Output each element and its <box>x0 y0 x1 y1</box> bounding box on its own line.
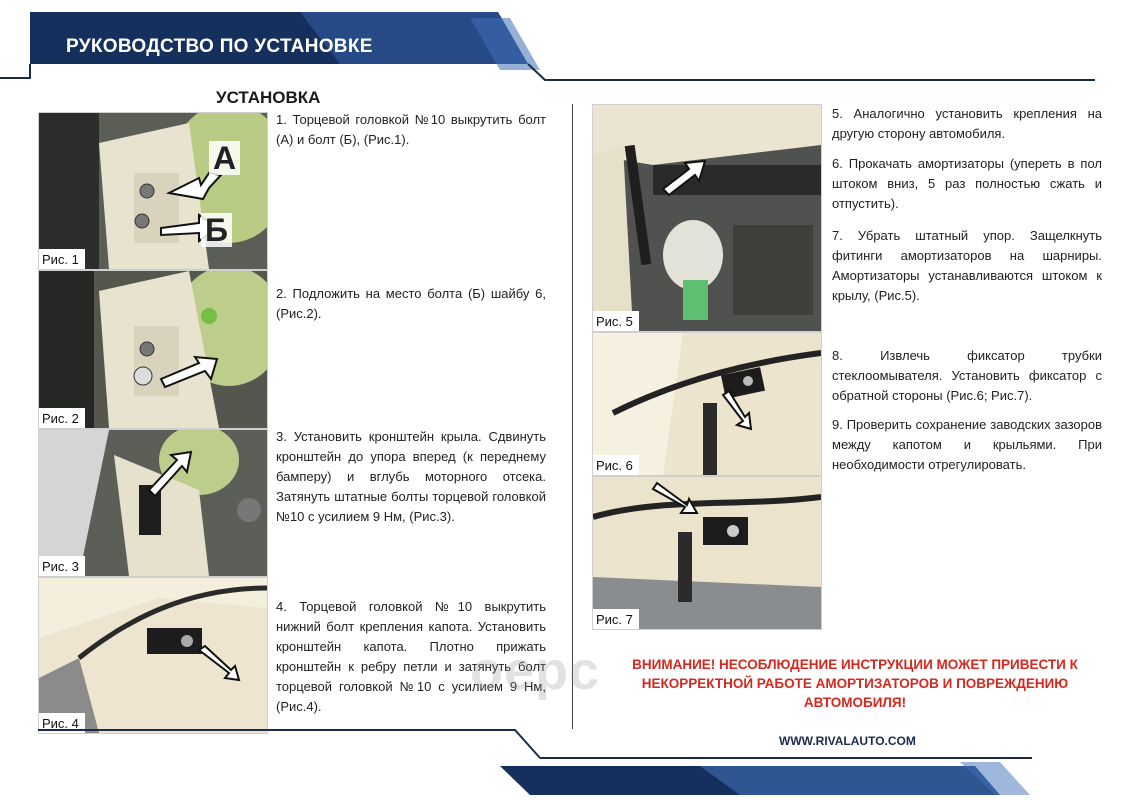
figure-1-caption: Рис. 1 <box>39 249 85 269</box>
step-6: 6. Прокачать амортизаторы (упереть в пол штоком вниз, 5 раз полностью сжать и отпустить). <box>832 156 1102 211</box>
figure-6-caption: Рис. 6 <box>593 455 639 475</box>
page-header-title: РУКОВОДСТВО ПО УСТАНОВКЕ <box>66 36 373 57</box>
figure-1-label-b: Б <box>201 213 232 247</box>
figure-4-caption: Рис. 4 <box>39 713 85 733</box>
figure-1-label-a: А <box>209 141 240 175</box>
step-7: 7. Убрать штатный упор. Защелкнуть фитинги амортизаторов на шарниры. Амортизаторы устанавливаются штоком к крылу, (Рис.5). <box>832 228 1102 303</box>
figure-7-caption: Рис. 7 <box>593 609 639 629</box>
column-divider <box>572 104 573 729</box>
figure-3 <box>38 429 268 577</box>
figure-5 <box>592 104 822 332</box>
figure-5-caption: Рис. 5 <box>593 311 639 331</box>
figure-4 <box>38 577 268 734</box>
step-5: 5. Аналогично установить крепления на другую сторону автомобиля. <box>832 106 1102 141</box>
figure-1 <box>38 112 268 270</box>
watermark-logo: оерс <box>470 641 601 701</box>
footer-band <box>0 720 1132 800</box>
step-9: 9. Проверить сохранение заводских зазоров между капотом и крыльями. При необходимости отрегулировать. <box>832 417 1102 472</box>
step-8: 8. Извлечь фиксатор трубки стеклоомывателя. Установить фиксатор с обратной стороны (Рис.6; Рис.7). <box>832 348 1102 403</box>
warning-text: ВНИМАНИЕ! НЕСОБЛЮДЕНИЕ ИНСТРУКЦИИ МОЖЕТ ПРИВЕСТИ К НЕКОРРЕКТНОЙ РАБОТЕ АМОРТИЗАТОРОВ И ПОВРЕЖДЕНИЮ АВТОМОБИЛЯ! <box>632 657 1078 710</box>
figure-2-caption: Рис. 2 <box>39 408 85 428</box>
figure-3-caption: Рис. 3 <box>39 556 85 576</box>
step-1: 1. Торцевой головкой №10 выкрутить болт (А) и болт (Б), (Рис.1). <box>276 112 546 147</box>
section-title: УСТАНОВКА <box>216 88 321 107</box>
step-2: 2. Подложить на место болта (Б) шайбу 6, (Рис.2). <box>276 286 546 321</box>
figure-7 <box>592 476 822 630</box>
figure-6 <box>592 332 822 476</box>
figure-2 <box>38 270 268 429</box>
step-3: 3. Установить кронштейн крыла. Сдвинуть кронштейн до упора вперед (к переднему бамперу) и вглубь моторного отсека. Затянуть штатные болты торцевой головкой №10 с усилием 9 Нм, (Рис.3). <box>276 429 546 524</box>
footer-url[interactable]: WWW.RIVALAUTO.COM <box>779 734 916 748</box>
step-4: 4. Торцевой головкой №10 выкрутить нижний болт крепления капота. Установить кронштейн капота. Плотно прижать кронштейн к ребру петли и затянуть болт торцевой головкой №10 с усилием 9 Нм, (Рис.4). <box>276 599 546 714</box>
